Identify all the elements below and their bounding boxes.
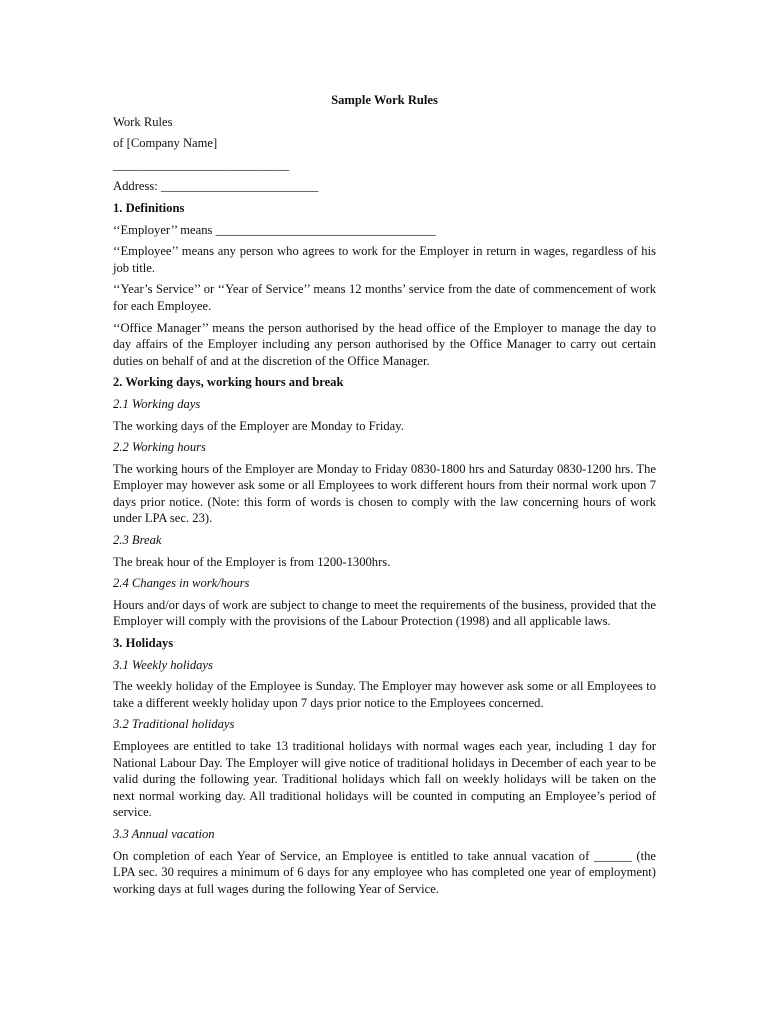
subsection-2-4-heading: 2.4 Changes in work/hours xyxy=(113,576,250,591)
subsection-2-1-heading: 2.1 Working days xyxy=(113,396,201,411)
document-title: Sample Work Rules xyxy=(331,93,438,107)
office-manager-definition: ‘‘Office Manager’’ means the person authorised by the head office of the Employer to manage the day to day affairs of the Employer including any person authorised by the Office Manager to carry out certain duties on behalf of and at the discretion of the Office Manager. xyxy=(113,320,656,368)
employee-definition: ‘‘Employee’’ means any person who agrees to work for the Employer in return in wages, regardless of his job title. xyxy=(113,244,656,275)
subsection-2-2-heading: 2.2 Working hours xyxy=(113,440,206,455)
document-page xyxy=(113,92,656,902)
annual-vacation-paragraph: On completion of each Year of Service, an Employee is entitled to take annual vacation of ______ (the LPA sec. 30 requires a minimum of 6 days for any employee who has completed one year of employment) working days at full wages during the following Year of Service. xyxy=(113,848,656,896)
subsection-3-3-heading: 3.3 Annual vacation xyxy=(113,826,215,841)
subsection-3-2-heading: 3.2 Traditional holidays xyxy=(113,717,235,732)
traditional-holidays-paragraph: Employees are entitled to take 13 traditional holidays with normal wages each year, including 1 day for National Labour Day. The Employer will give notice of traditional holidays in December of each year to be valid during the following year. Traditional holidays which fall on weekly holidays will be taken on the next normal working day. All traditional holidays will be counted in computing an Employee’s period of service. xyxy=(113,739,656,820)
subsection-2-3-heading: 2.3 Break xyxy=(113,533,162,548)
section-2-heading: 2. Working days, working hours and break xyxy=(113,375,344,390)
company-name-blank: ____________________________ xyxy=(113,157,290,172)
working-hours-paragraph: The working hours of the Employer are Monday to Friday 0830-1800 hrs and Saturday 0830-1200 hrs. The Employer may however ask some or all Employees to work different hours from their normal work upon 7 days prior notice. (Note: this form of words is chosen to comply with the law concerning hours of work under LPA sec. 23). xyxy=(113,461,656,526)
subsection-3-1-heading: 3.1 Weekly holidays xyxy=(113,657,213,672)
employer-definition: ‘‘Employer’’ means ___________________________________ xyxy=(113,222,436,237)
work-rules-line: Work Rules xyxy=(113,114,173,129)
section-1-heading: 1. Definitions xyxy=(113,200,185,215)
changes-paragraph: Hours and/or days of work are subject to change to meet the requirements of the business, provided that the Employer will comply with the provisions of the Labour Protection (1998) and all applicable laws. xyxy=(113,597,656,629)
break-paragraph: The break hour of the Employer is from 1200-1300hrs. xyxy=(113,554,391,569)
address-line: Address: _________________________ xyxy=(113,179,319,194)
working-days-paragraph: The working days of the Employer are Monday to Friday. xyxy=(113,418,404,433)
year-of-service-definition: ‘‘Year’s Service’’ or ‘‘Year of Service’’ means 12 months’ service from the date of commencement of work for each Employee. xyxy=(113,282,656,313)
weekly-holidays-paragraph: The weekly holiday of the Employee is Sunday. The Employer may however ask some or all Employees to take a different weekly holiday upon 7 days prior notice to the Employees concerned. xyxy=(113,679,656,710)
company-name-line: of [Company Name] xyxy=(113,136,218,151)
section-3-heading: 3. Holidays xyxy=(113,636,174,651)
